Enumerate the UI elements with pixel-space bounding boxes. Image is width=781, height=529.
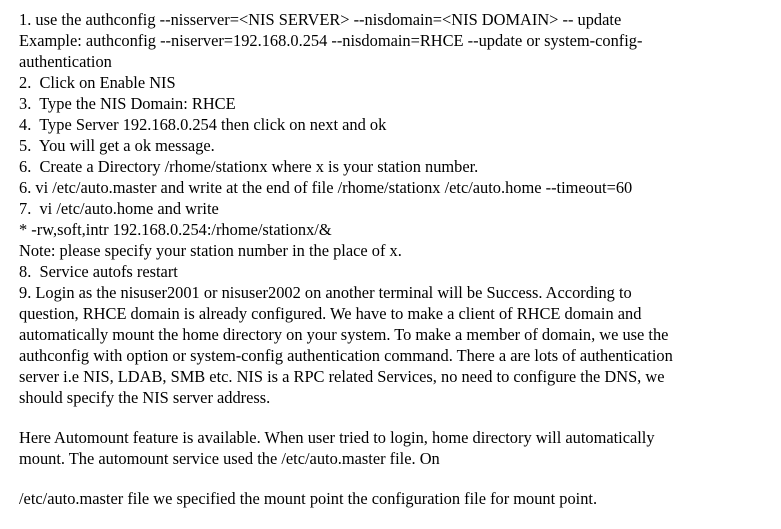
doc-line-8: 6. Create a Directory /rhome/stationx where x is your station number.	[19, 157, 479, 176]
doc-line-15: question, RHCE domain is already configured. We have to make a client of RHCE domain and	[19, 304, 642, 323]
doc-line-11: * -rw,soft,intr 192.168.0.254:/rhome/stationx/&	[19, 220, 332, 239]
blank-line	[19, 469, 771, 488]
doc-line-1: 1. use the authconfig --nisserver=<NIS SERVER> --nisdomain=<NIS DOMAIN> -- update	[19, 10, 622, 29]
doc-line-24: /etc/auto.master file we specified the mount point the configuration file for mount point.	[19, 489, 598, 508]
blank-line	[19, 408, 771, 427]
doc-line-19: should specify the NIS server address.	[19, 388, 271, 407]
doc-line-14: 9. Login as the nisuser2001 or nisuser2002 on another terminal will be Success. According to	[19, 283, 632, 302]
doc-line-13: 8. Service autofs restart	[19, 262, 178, 281]
doc-line-17: authconfig with option or system-config authentication command. There a are lots of authentication	[19, 346, 673, 365]
doc-line-2: Example: authconfig --niserver=192.168.0.254 --nisdomain=RHCE --update or system-config-	[19, 31, 643, 50]
doc-line-16: automatically mount the home directory on your system. To make a member of domain, we use the	[19, 325, 669, 344]
doc-line-3: authentication	[19, 52, 112, 71]
doc-line-22: mount. The automount service used the /etc/auto.master file. On	[19, 449, 440, 468]
doc-line-7: 5. You will get a ok message.	[19, 136, 215, 155]
document-body	[19, 9, 771, 509]
doc-line-12: Note: please specify your station number in the place of x.	[19, 241, 402, 260]
doc-line-9: 6. vi /etc/auto.master and write at the end of file /rhome/stationx /etc/auto.home --timeout=60	[19, 178, 633, 197]
doc-line-4: 2. Click on Enable NIS	[19, 73, 176, 92]
doc-line-5: 3. Type the NIS Domain: RHCE	[19, 94, 236, 113]
doc-line-10: 7. vi /etc/auto.home and write	[19, 199, 219, 218]
doc-line-21: Here Automount feature is available. When user tried to login, home directory will automatically	[19, 428, 655, 447]
doc-line-6: 4. Type Server 192.168.0.254 then click on next and ok	[19, 115, 387, 134]
doc-line-18: server i.e NIS, LDAB, SMB etc. NIS is a RPC related Services, no need to configure the DNS, we	[19, 367, 665, 386]
